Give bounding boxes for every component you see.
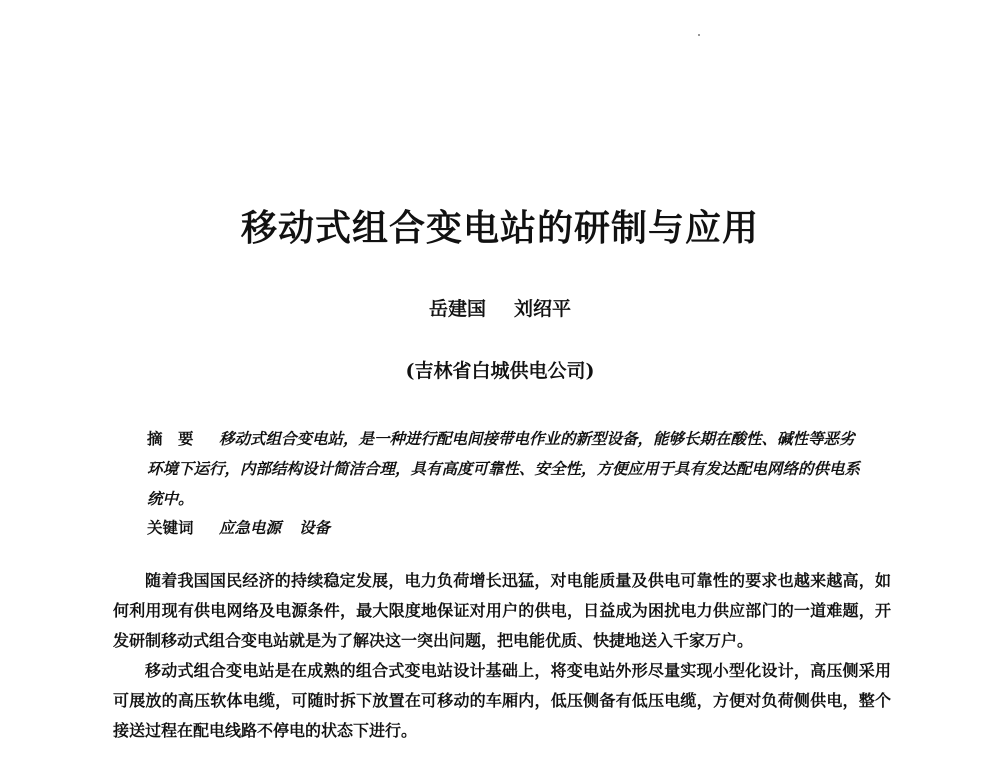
- affiliation: (吉林省白城供电公司): [405, 360, 595, 382]
- body-text: [113, 566, 891, 746]
- keywords-label: 关键词: [147, 518, 194, 537]
- author-name: 岳建国: [428, 298, 486, 320]
- keyword: 设备: [299, 518, 331, 537]
- body-paragraph: 移动式组合变电站是在成熟的组合式变电站设计基础上，将变电站外形尽量实现小型化设计，高压侧采用可展放的高压软体电缆，可随时拆下放置在可移动的车厢内，低压侧备有低压电缆，方便对负荷侧供电，整个接送过程在配电线路不停电的状态下进行。: [113, 661, 891, 740]
- abstract-label: 摘 要: [147, 429, 194, 448]
- body-paragraph: 随着我国国民经济的持续稳定发展，电力负荷增长迅猛，对电能质量及供电可靠性的要求也越来越高，如何利用现有供电网络及电源条件，最大限度地保证对用户的供电，日益成为困扰电力供应部门的一道难题，开发研制移动式组合变电站就是为了解决这一突出问题，把电能优质、快捷地送入千家万户。: [113, 571, 891, 650]
- abstract: [147, 424, 867, 514]
- paper-title: 移动式组合变电站的研制与应用: [240, 207, 759, 249]
- abstract-text: 移动式组合变电站，是一种进行配电间接带电作业的新型设备，能够长期在酸性、碱性等恶劣环境下运行，内部结构设计简洁合理，具有高度可靠性、安全性，方便应用于具有发达配电网络的供电系统中。: [147, 429, 861, 508]
- keyword: 应急电源: [219, 518, 282, 537]
- scan-speck: [698, 34, 700, 36]
- keywords: [147, 513, 867, 543]
- author-name: 刘绍平: [514, 298, 572, 320]
- author-line: [0, 294, 1000, 324]
